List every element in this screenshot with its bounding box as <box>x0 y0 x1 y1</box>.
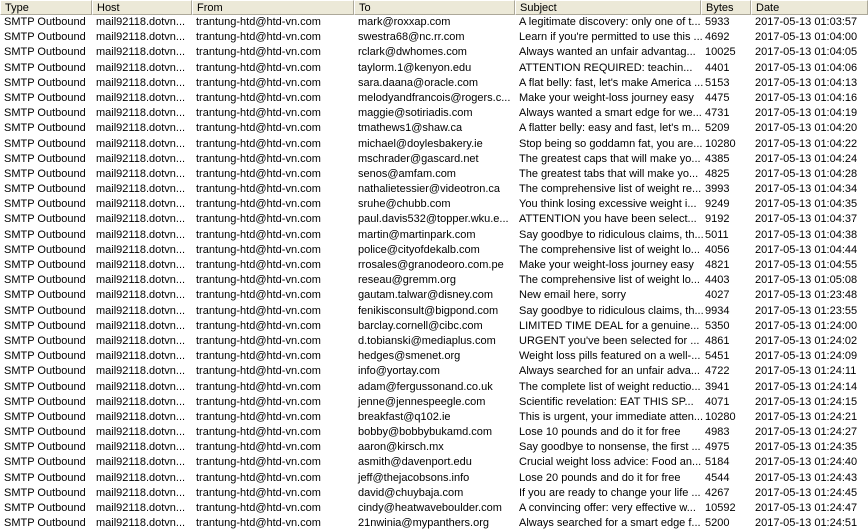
column-header-type[interactable]: Type <box>0 0 92 15</box>
cell-to: david@chuybaja.com <box>358 486 464 499</box>
cell-from: trantung-htd@htd-vn.com <box>196 486 321 499</box>
cell-host: mail92118.dotvn... <box>96 304 186 317</box>
cell-host: mail92118.dotvn... <box>96 46 186 59</box>
cell-host: mail92118.dotvn... <box>96 441 186 454</box>
cell-type: SMTP Outbound <box>4 334 86 347</box>
cell-to: nathalietessier@videotron.ca <box>358 183 501 196</box>
cell-date: 2017-05-13 01:24:43 <box>755 471 858 484</box>
cell-subject: A convincing offer: very effective w... <box>519 502 696 514</box>
cell-host: mail92118.dotvn... <box>96 395 186 408</box>
cell-to: michael@doylesbakery.ie <box>358 137 483 150</box>
cell-bytes: 4692 <box>705 31 730 44</box>
cell-subject: The complete list of weight reductio... <box>519 380 701 393</box>
cell-subject: The greatest tabs that will make yo... <box>519 167 699 180</box>
cell-subject: The comprehensive list of weight lo... <box>519 274 700 287</box>
cell-bytes: 4071 <box>705 395 730 408</box>
cell-subject: LIMITED TIME DEAL for a genuine... <box>519 319 700 332</box>
cell-date: 2017-05-13 01:04:28 <box>755 167 858 180</box>
cell-from: trantung-htd@htd-vn.com <box>196 31 321 44</box>
cell-to: breakfast@q102.ie <box>358 410 451 423</box>
cell-to: melodyandfrancois@rogers.c... <box>358 91 511 104</box>
cell-subject: The greatest caps that will make yo... <box>519 152 701 165</box>
cell-to: aaron@kirsch.mx <box>358 441 444 454</box>
cell-date: 2017-05-13 01:24:21 <box>755 410 858 423</box>
cell-from: trantung-htd@htd-vn.com <box>196 380 321 393</box>
cell-bytes: 5011 <box>705 228 729 241</box>
cell-to: jenne@jennespeegle.com <box>358 395 486 408</box>
cell-subject: Always searched for an unfair adva... <box>519 365 700 378</box>
column-header-to[interactable]: To <box>354 0 515 15</box>
cell-type: SMTP Outbound <box>4 380 86 393</box>
cell-subject: Crucial weight loss advice: Food an... <box>519 456 702 469</box>
cell-to: taylorm.1@kenyon.edu <box>358 61 472 74</box>
cell-bytes: 4267 <box>705 486 730 499</box>
table-row[interactable] <box>0 273 868 288</box>
cell-to: cindy@heatwaveboulder.com <box>358 502 502 514</box>
cell-bytes: 5153 <box>705 76 730 89</box>
cell-bytes: 9192 <box>705 213 730 226</box>
cell-to: jeff@thejacobsons.info <box>358 471 470 484</box>
column-header-host[interactable]: Host <box>92 0 192 15</box>
cell-subject: A legitimate discovery: only one of t... <box>519 16 701 28</box>
cell-date: 2017-05-13 01:04:16 <box>755 91 858 104</box>
cell-type: SMTP Outbound <box>4 395 86 408</box>
cell-from: trantung-htd@htd-vn.com <box>196 107 321 120</box>
cell-date: 2017-05-13 01:24:51 <box>755 517 858 530</box>
cell-date: 2017-05-13 01:24:14 <box>755 380 858 393</box>
cell-host: mail92118.dotvn... <box>96 137 186 150</box>
cell-bytes: 3941 <box>705 380 730 393</box>
cell-type: SMTP Outbound <box>4 426 86 439</box>
cell-type: SMTP Outbound <box>4 107 86 120</box>
cell-bytes: 4544 <box>705 471 730 484</box>
cell-date: 2017-05-13 01:04:22 <box>755 137 858 150</box>
cell-type: SMTP Outbound <box>4 31 86 44</box>
cell-from: trantung-htd@htd-vn.com <box>196 152 321 165</box>
cell-subject: Say goodbye to ridiculous claims, th... <box>519 304 704 317</box>
column-header-date[interactable]: Date <box>751 0 868 15</box>
cell-from: trantung-htd@htd-vn.com <box>196 304 321 317</box>
table-row[interactable] <box>0 380 868 395</box>
cell-type: SMTP Outbound <box>4 410 86 423</box>
table-row[interactable] <box>0 212 868 227</box>
cell-from: trantung-htd@htd-vn.com <box>196 517 321 530</box>
cell-type: SMTP Outbound <box>4 502 86 514</box>
cell-date: 2017-05-13 01:23:55 <box>755 304 858 317</box>
cell-bytes: 4401 <box>705 61 730 74</box>
cell-from: trantung-htd@htd-vn.com <box>196 274 321 287</box>
cell-to: sara.daana@oracle.com <box>358 76 479 89</box>
table-row[interactable] <box>0 486 868 501</box>
cell-type: SMTP Outbound <box>4 456 86 469</box>
table-row[interactable] <box>0 364 868 379</box>
cell-host: mail92118.dotvn... <box>96 107 186 120</box>
cell-date: 2017-05-13 01:24:02 <box>755 334 858 347</box>
cell-date: 2017-05-13 01:24:11 <box>755 365 857 378</box>
cell-to: rrosales@granodeoro.com.pe <box>358 259 504 271</box>
table-row[interactable] <box>0 258 868 273</box>
cell-date: 2017-05-13 01:24:00 <box>755 319 858 332</box>
cell-to: reseau@gremm.org <box>358 274 456 287</box>
cell-host: mail92118.dotvn... <box>96 365 186 378</box>
cell-subject: A flat belly: fast, let's make America ... <box>519 76 704 89</box>
cell-host: mail92118.dotvn... <box>96 259 186 271</box>
cell-date: 2017-05-13 01:05:08 <box>755 274 858 287</box>
table-row[interactable] <box>0 61 868 76</box>
cell-date: 2017-05-13 01:24:09 <box>755 350 858 363</box>
cell-type: SMTP Outbound <box>4 304 86 317</box>
cell-subject: ATTENTION you have been select... <box>519 213 697 226</box>
cell-from: trantung-htd@htd-vn.com <box>196 410 321 423</box>
cell-type: SMTP Outbound <box>4 319 86 332</box>
cell-subject: A flatter belly: easy and fast, let's m... <box>519 122 701 135</box>
cell-from: trantung-htd@htd-vn.com <box>196 46 321 59</box>
table-row[interactable] <box>0 30 868 45</box>
cell-from: trantung-htd@htd-vn.com <box>196 122 321 135</box>
cell-bytes: 5933 <box>705 16 730 28</box>
cell-type: SMTP Outbound <box>4 167 86 180</box>
cell-to: tmathews1@shaw.ca <box>358 122 463 135</box>
cell-from: trantung-htd@htd-vn.com <box>196 426 321 439</box>
cell-bytes: 4722 <box>705 365 730 378</box>
cell-date: 2017-05-13 01:04:06 <box>755 61 858 74</box>
cell-date: 2017-05-13 01:04:44 <box>755 243 858 256</box>
cell-host: mail92118.dotvn... <box>96 228 186 241</box>
cell-from: trantung-htd@htd-vn.com <box>196 350 321 363</box>
cell-from: trantung-htd@htd-vn.com <box>196 183 321 196</box>
cell-from: trantung-htd@htd-vn.com <box>196 334 321 347</box>
cell-host: mail92118.dotvn... <box>96 274 186 287</box>
cell-type: SMTP Outbound <box>4 517 86 530</box>
cell-host: mail92118.dotvn... <box>96 91 186 104</box>
cell-type: SMTP Outbound <box>4 198 86 211</box>
cell-to: paul.davis532@topper.wku.e... <box>358 213 509 226</box>
cell-bytes: 5184 <box>705 456 730 469</box>
table-row[interactable] <box>0 501 868 516</box>
cell-host: mail92118.dotvn... <box>96 198 186 211</box>
cell-bytes: 4475 <box>705 91 730 104</box>
cell-bytes: 10025 <box>705 46 736 59</box>
cell-host: mail92118.dotvn... <box>96 61 186 74</box>
cell-from: trantung-htd@htd-vn.com <box>196 395 321 408</box>
cell-to: martin@martinpark.com <box>358 228 476 241</box>
cell-host: mail92118.dotvn... <box>96 456 186 469</box>
cell-from: trantung-htd@htd-vn.com <box>196 471 321 484</box>
cell-type: SMTP Outbound <box>4 91 86 104</box>
cell-type: SMTP Outbound <box>4 471 86 484</box>
cell-type: SMTP Outbound <box>4 46 86 59</box>
cell-to: 21nwinia@mypanthers.org <box>358 517 490 530</box>
cell-date: 2017-05-13 01:04:35 <box>755 198 858 211</box>
cell-type: SMTP Outbound <box>4 274 86 287</box>
cell-from: trantung-htd@htd-vn.com <box>196 259 321 271</box>
cell-from: trantung-htd@htd-vn.com <box>196 137 321 150</box>
cell-to: police@cityofdekalb.com <box>358 243 480 256</box>
cell-from: trantung-htd@htd-vn.com <box>196 319 321 332</box>
cell-date: 2017-05-13 01:24:27 <box>755 426 858 439</box>
column-header-bytes[interactable]: Bytes <box>701 0 751 15</box>
cell-type: SMTP Outbound <box>4 243 86 256</box>
cell-bytes: 3993 <box>705 183 730 196</box>
cell-from: trantung-htd@htd-vn.com <box>196 61 321 74</box>
cell-type: SMTP Outbound <box>4 213 86 226</box>
cell-to: senos@amfam.com <box>358 167 456 180</box>
cell-date: 2017-05-13 01:04:34 <box>755 183 858 196</box>
cell-subject: Scientific revelation: EAT THIS SP... <box>519 395 694 408</box>
cell-bytes: 4385 <box>705 152 730 165</box>
cell-host: mail92118.dotvn... <box>96 76 186 89</box>
cell-type: SMTP Outbound <box>4 350 86 363</box>
cell-type: SMTP Outbound <box>4 183 86 196</box>
cell-subject: The comprehensive list of weight lo... <box>519 243 700 256</box>
cell-subject: Make your weight-loss journey easy <box>519 91 694 104</box>
table-row[interactable] <box>0 395 868 410</box>
cell-type: SMTP Outbound <box>4 259 86 271</box>
cell-subject: Say goodbye to nonsense, the first ... <box>519 441 701 454</box>
table-row[interactable] <box>0 76 868 91</box>
cell-subject: Make your weight-loss journey easy <box>519 259 694 271</box>
table-row[interactable] <box>0 410 868 425</box>
cell-subject: Stop being so goddamn fat, you are... <box>519 137 703 150</box>
cell-host: mail92118.dotvn... <box>96 152 186 165</box>
cell-bytes: 5200 <box>705 517 730 530</box>
cell-date: 2017-05-13 01:24:15 <box>755 395 858 408</box>
cell-host: mail92118.dotvn... <box>96 319 186 332</box>
column-header-from[interactable]: From <box>192 0 354 15</box>
cell-date: 2017-05-13 01:24:45 <box>755 486 858 499</box>
cell-date: 2017-05-13 01:04:13 <box>755 76 858 89</box>
cell-to: mschrader@gascard.net <box>358 152 479 165</box>
cell-type: SMTP Outbound <box>4 486 86 499</box>
cell-date: 2017-05-13 01:03:57 <box>755 16 858 28</box>
table-row[interactable] <box>0 137 868 152</box>
table-row[interactable] <box>0 471 868 486</box>
table-row[interactable] <box>0 91 868 106</box>
cell-to: bobby@bobbybukamd.com <box>358 426 493 439</box>
cell-host: mail92118.dotvn... <box>96 213 186 226</box>
cell-from: trantung-htd@htd-vn.com <box>196 16 321 28</box>
cell-subject: The comprehensive list of weight re... <box>519 183 702 196</box>
cell-host: mail92118.dotvn... <box>96 167 186 180</box>
cell-host: mail92118.dotvn... <box>96 471 186 484</box>
cell-bytes: 4403 <box>705 274 730 287</box>
cell-date: 2017-05-13 01:23:48 <box>755 289 858 302</box>
cell-type: SMTP Outbound <box>4 365 86 378</box>
table-row[interactable] <box>0 106 868 121</box>
cell-type: SMTP Outbound <box>4 61 86 74</box>
cell-host: mail92118.dotvn... <box>96 183 186 196</box>
cell-subject: New email here, sorry <box>519 289 626 302</box>
cell-date: 2017-05-13 01:24:40 <box>755 456 858 469</box>
cell-subject: This is urgent, your immediate atten... <box>519 410 704 423</box>
cell-subject: Lose 20 pounds and do it for free <box>519 471 681 484</box>
cell-type: SMTP Outbound <box>4 228 86 241</box>
cell-bytes: 4861 <box>705 334 730 347</box>
table-row[interactable] <box>0 167 868 182</box>
cell-bytes: 5350 <box>705 319 730 332</box>
table-row[interactable] <box>0 152 868 167</box>
cell-from: trantung-htd@htd-vn.com <box>196 502 321 514</box>
cell-host: mail92118.dotvn... <box>96 426 186 439</box>
cell-date: 2017-05-13 01:24:47 <box>755 502 858 514</box>
cell-from: trantung-htd@htd-vn.com <box>196 228 321 241</box>
cell-from: trantung-htd@htd-vn.com <box>196 441 321 454</box>
cell-to: mark@roxxap.com <box>358 16 451 28</box>
cell-to: gautam.talwar@disney.com <box>358 289 494 302</box>
cell-from: trantung-htd@htd-vn.com <box>196 91 321 104</box>
cell-subject: Weight loss pills featured on a well-... <box>519 350 701 363</box>
cell-to: maggie@sotiriadis.com <box>358 107 473 120</box>
cell-to: info@yortay.com <box>358 365 440 378</box>
cell-bytes: 4731 <box>705 107 730 120</box>
table-row[interactable] <box>0 228 868 243</box>
cell-from: trantung-htd@htd-vn.com <box>196 167 321 180</box>
table-row[interactable] <box>0 45 868 60</box>
cell-date: 2017-05-13 01:04:00 <box>755 31 858 44</box>
cell-type: SMTP Outbound <box>4 137 86 150</box>
cell-to: d.tobianski@mediaplus.com <box>358 334 496 347</box>
cell-bytes: 10280 <box>705 137 736 150</box>
cell-to: rclark@dwhomes.com <box>358 46 467 59</box>
cell-subject: Learn if you're permitted to use this ... <box>519 31 703 44</box>
cell-host: mail92118.dotvn... <box>96 16 186 28</box>
cell-subject: URGENT you've been selected for ... <box>519 334 700 347</box>
cell-date: 2017-05-13 01:04:37 <box>755 213 858 226</box>
cell-date: 2017-05-13 01:04:20 <box>755 122 858 135</box>
cell-to: asmith@davenport.edu <box>358 456 472 469</box>
cell-bytes: 10280 <box>705 410 736 423</box>
cell-host: mail92118.dotvn... <box>96 486 186 499</box>
cell-subject: Lose 10 pounds and do it for free <box>519 426 681 439</box>
table-row[interactable] <box>0 425 868 440</box>
cell-to: adam@fergussonand.co.uk <box>358 380 493 393</box>
table-row[interactable] <box>0 121 868 136</box>
cell-host: mail92118.dotvn... <box>96 122 186 135</box>
cell-type: SMTP Outbound <box>4 76 86 89</box>
cell-subject: Always searched for a smart edge f... <box>519 517 701 530</box>
cell-subject: If you are ready to change your life ... <box>519 486 701 499</box>
cell-from: trantung-htd@htd-vn.com <box>196 213 321 226</box>
cell-to: fenikisconsult@bigpond.com <box>358 304 499 317</box>
cell-from: trantung-htd@htd-vn.com <box>196 76 321 89</box>
cell-type: SMTP Outbound <box>4 152 86 165</box>
table-body <box>0 15 868 531</box>
column-header-subject[interactable]: Subject <box>515 0 701 15</box>
cell-bytes: 4983 <box>705 426 730 439</box>
table-row[interactable] <box>0 455 868 470</box>
cell-bytes: 5209 <box>705 122 730 135</box>
table-row[interactable] <box>0 197 868 212</box>
cell-from: trantung-htd@htd-vn.com <box>196 365 321 378</box>
table-row[interactable] <box>0 349 868 364</box>
table-row[interactable] <box>0 15 868 30</box>
table-row[interactable] <box>0 288 868 303</box>
table-row[interactable] <box>0 304 868 319</box>
cell-host: mail92118.dotvn... <box>96 243 186 256</box>
cell-subject: Always wanted a smart edge for we... <box>519 107 702 120</box>
cell-subject: Say goodbye to ridiculous claims, th... <box>519 228 704 241</box>
cell-to: barclay.cornell@cibc.com <box>358 319 483 332</box>
cell-bytes: 9934 <box>705 304 730 317</box>
cell-host: mail92118.dotvn... <box>96 517 186 530</box>
cell-from: trantung-htd@htd-vn.com <box>196 289 321 302</box>
table-row[interactable] <box>0 319 868 334</box>
cell-bytes: 5451 <box>705 350 730 363</box>
cell-from: trantung-htd@htd-vn.com <box>196 243 321 256</box>
cell-host: mail92118.dotvn... <box>96 334 186 347</box>
cell-subject: You think losing excessive weight i... <box>519 198 697 211</box>
cell-host: mail92118.dotvn... <box>96 410 186 423</box>
cell-date: 2017-05-13 01:24:35 <box>755 441 858 454</box>
cell-to: hedges@smenet.org <box>358 350 461 363</box>
table-row[interactable] <box>0 334 868 349</box>
cell-bytes: 9249 <box>705 198 730 211</box>
cell-host: mail92118.dotvn... <box>96 350 186 363</box>
cell-date: 2017-05-13 01:04:24 <box>755 152 858 165</box>
cell-host: mail92118.dotvn... <box>96 31 186 44</box>
cell-type: SMTP Outbound <box>4 289 86 302</box>
cell-type: SMTP Outbound <box>4 122 86 135</box>
cell-host: mail92118.dotvn... <box>96 289 186 302</box>
cell-date: 2017-05-13 01:04:05 <box>755 46 858 59</box>
cell-host: mail92118.dotvn... <box>96 380 186 393</box>
cell-subject: ATTENTION REQUIRED: teachin... <box>519 61 693 74</box>
table-row[interactable] <box>0 182 868 197</box>
cell-bytes: 4821 <box>705 259 730 271</box>
table-row[interactable] <box>0 516 868 531</box>
cell-date: 2017-05-13 01:04:55 <box>755 259 858 271</box>
cell-date: 2017-05-13 01:04:19 <box>755 107 858 120</box>
column-header-row <box>0 0 868 15</box>
cell-bytes: 4027 <box>705 289 730 302</box>
cell-bytes: 4056 <box>705 243 730 256</box>
cell-host: mail92118.dotvn... <box>96 502 186 514</box>
table-row[interactable] <box>0 243 868 258</box>
cell-bytes: 10592 <box>705 502 736 514</box>
cell-bytes: 4825 <box>705 167 730 180</box>
cell-to: swestra68@nc.rr.com <box>358 31 465 44</box>
cell-date: 2017-05-13 01:04:38 <box>755 228 858 241</box>
table-row[interactable] <box>0 440 868 455</box>
cell-to: sruhe@chubb.com <box>358 198 451 211</box>
cell-subject: Always wanted an unfair advantag... <box>519 46 696 59</box>
cell-type: SMTP Outbound <box>4 16 86 28</box>
cell-bytes: 4975 <box>705 441 730 454</box>
cell-from: trantung-htd@htd-vn.com <box>196 456 321 469</box>
cell-type: SMTP Outbound <box>4 441 86 454</box>
cell-from: trantung-htd@htd-vn.com <box>196 198 321 211</box>
